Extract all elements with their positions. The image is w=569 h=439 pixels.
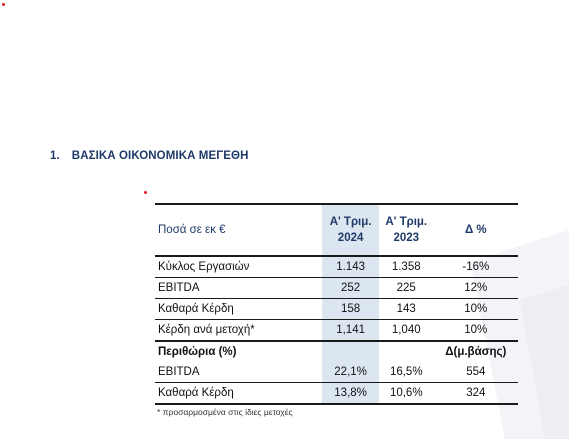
row-label: EBITDA <box>155 278 322 299</box>
row-delta: 324 <box>434 383 518 405</box>
table-row <box>155 256 518 278</box>
row-delta: 12% <box>434 278 518 299</box>
row-delta: 554 <box>434 362 518 383</box>
margins-header-label: Περιθώρια (%) <box>158 346 237 358</box>
margins-header-row <box>155 341 518 362</box>
table-row <box>155 278 518 299</box>
header-q1-2023-period: Α' Τριμ. <box>385 216 428 228</box>
section-number: 1. <box>50 150 60 162</box>
margins-header-blank <box>379 341 434 362</box>
red-dot-corner <box>2 3 5 6</box>
row-delta: 10% <box>434 299 518 320</box>
row-value-2024: 1.143 <box>322 256 379 278</box>
row-value-2023: 1.358 <box>379 256 434 278</box>
section-heading: ΒΑΣΙΚΑ ΟΙΚΟΝΟΜΙΚΑ ΜΕΓΕΘΗ <box>71 150 249 162</box>
header-amount-unit: Ποσά σε εκ € <box>155 204 322 256</box>
row-value-2023: 143 <box>379 299 434 320</box>
row-delta: -16% <box>434 256 518 278</box>
header-q1-2024-year: 2024 <box>337 232 364 244</box>
row-label: Κύκλος Εργασιών <box>155 256 322 278</box>
header-q1-2023-year: 2023 <box>393 232 420 244</box>
margins-header-delta: Δ(μ.βάσης) <box>445 346 507 358</box>
row-value-2024: 1,141 <box>322 320 379 342</box>
row-value-2024: 13,8% <box>322 383 379 405</box>
header-q1-2024-period: Α' Τριμ. <box>329 216 372 228</box>
header-q1-2023 <box>379 204 434 256</box>
row-label: Καθαρά Κέρδη <box>155 299 322 320</box>
financial-figures-table <box>155 203 518 405</box>
row-value-2024: 158 <box>322 299 379 320</box>
table-row <box>155 362 518 383</box>
margins-header-blank <box>322 341 379 362</box>
header-q1-2024 <box>322 204 379 256</box>
row-value-2023: 16,5% <box>379 362 434 383</box>
row-label: EBITDA <box>155 362 322 383</box>
footnote: * προσαρμοσμένα στις ίδιες μετοχές <box>157 407 293 417</box>
table-row <box>155 320 518 342</box>
table-row <box>155 299 518 320</box>
row-label: Καθαρά Κέρδη <box>155 383 322 405</box>
red-dot-bullet <box>144 191 147 194</box>
row-delta: 10% <box>434 320 518 342</box>
section-title <box>50 150 248 162</box>
row-value-2023: 1,040 <box>379 320 434 342</box>
row-value-2023: 225 <box>379 278 434 299</box>
table-header-row <box>155 204 518 256</box>
row-label: Κέρδη ανά μετοχή* <box>155 320 322 342</box>
row-value-2024: 252 <box>322 278 379 299</box>
table-row <box>155 383 518 405</box>
row-value-2024: 22,1% <box>322 362 379 383</box>
header-delta-percent: Δ % <box>434 204 518 256</box>
row-value-2023: 10,6% <box>379 383 434 405</box>
